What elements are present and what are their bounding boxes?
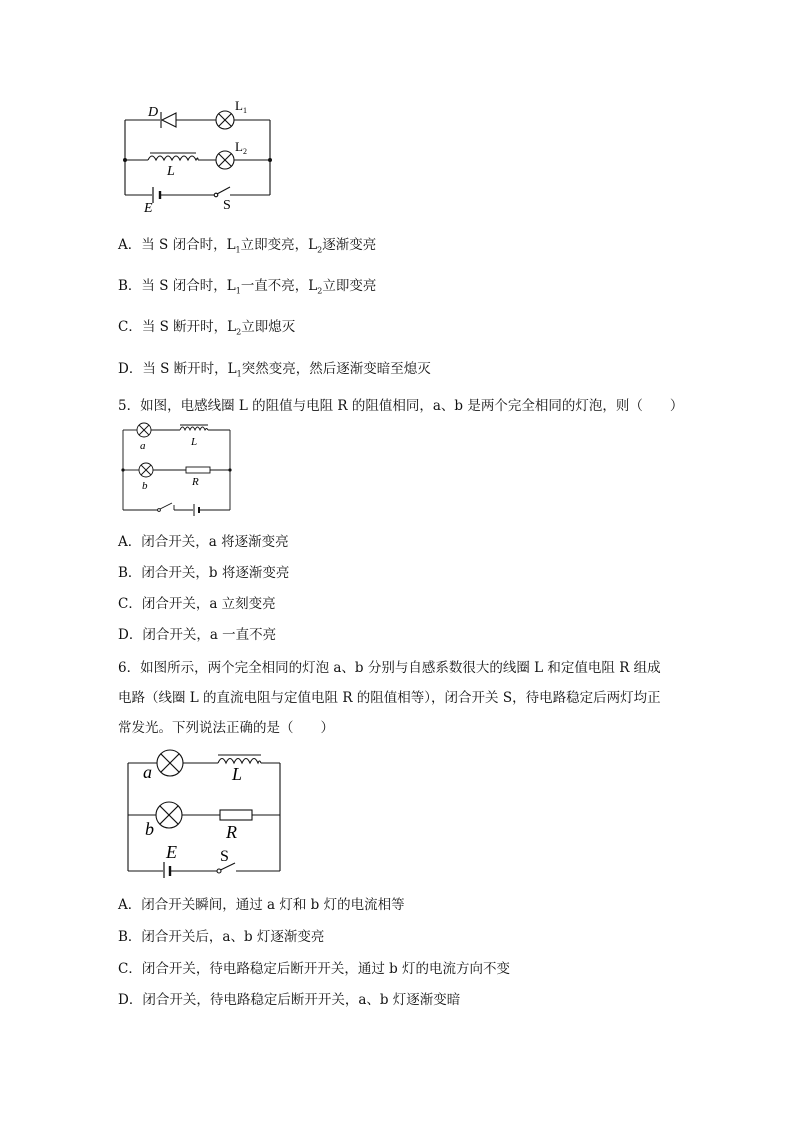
inductor-symbol <box>148 153 198 160</box>
lamp-l1-symbol <box>216 111 234 129</box>
q5-stem: 5．如图，电感线圈 L 的阻值与电阻 R 的阻值相同，a、b 是两个完全相同的灯泡，则（ ） <box>118 398 684 414</box>
label-e: E <box>166 842 177 862</box>
label-e: E <box>144 201 153 216</box>
inductor-symbol <box>180 425 208 430</box>
q6-circuit-diagram <box>118 748 293 878</box>
q6-option-b: B．闭合开关后，a、b 灯逐渐变亮 <box>118 929 325 945</box>
resistor-symbol <box>186 467 210 473</box>
battery-symbol <box>153 187 160 203</box>
label-l1: $L_1$ <box>235 98 247 115</box>
label-l: L <box>232 764 243 784</box>
q6-option-a: A．闭合开关瞬间，通过 a 灯和 b 灯的电流相等 <box>118 897 405 913</box>
battery-symbol <box>194 504 199 516</box>
battery-symbol <box>164 862 170 878</box>
q6-option-c: C．闭合开关，待电路稳定后断开开关，通过 b 灯的电流方向不变 <box>118 961 511 977</box>
label-b: b <box>142 480 148 492</box>
lamp-l2-symbol <box>216 151 234 169</box>
label-l: L <box>191 436 198 448</box>
switch-symbol <box>158 503 172 511</box>
diode-symbol <box>161 112 176 128</box>
q4-option-d: D．当 S 断开时，$L_1$突然变亮，然后逐渐变暗至熄灭 <box>118 361 431 379</box>
q4-circuit-diagram <box>118 98 308 218</box>
label-r: R <box>226 822 237 842</box>
lamp-a-symbol <box>137 423 151 437</box>
label-b: b <box>145 819 154 839</box>
q5-circuit-diagram <box>118 418 238 518</box>
label-s: S <box>223 198 231 213</box>
label-l2: $L_2$ <box>235 139 247 156</box>
q5-option-d: D．闭合开关，a 一直不亮 <box>118 627 277 643</box>
inductor-symbol <box>218 755 261 763</box>
resistor-symbol <box>220 810 252 820</box>
lamp-b-symbol <box>139 463 153 477</box>
q6-stem-line-3: 常发光。下列说法正确的是（ ） <box>118 720 334 736</box>
q6-stem-line-2: 电路（线圈 L 的直流电阻与定值电阻 R 的阻值相等），闭合开关 S，待电路稳定后两灯均正 <box>118 690 661 706</box>
label-r: R <box>192 476 199 488</box>
label-a: a <box>143 762 152 782</box>
q6-option-d: D．闭合开关，待电路稳定后断开开关，a、b 灯逐渐变暗 <box>118 992 461 1008</box>
q4-option-c: C．当 S 断开时，$L_2$立即熄灭 <box>118 319 296 337</box>
q5-option-c: C．闭合开关，a 立刻变亮 <box>118 596 276 612</box>
label-a: a <box>140 440 146 452</box>
lamp-a-symbol <box>157 750 183 776</box>
lamp-b-symbol <box>156 802 182 828</box>
switch-symbol <box>214 187 230 197</box>
label-inductor-l: L <box>167 164 175 179</box>
q6-stem-line-1: 6．如图所示，两个完全相同的灯泡 a、b 分别与自感系数很大的线圈 L 和定值电阻 R 组成 <box>118 660 661 676</box>
q4-option-a: A．当 S 闭合时，$L_1$立即变亮，$L_2$逐渐变亮 <box>118 237 377 255</box>
q5-option-b: B．闭合开关，b 将逐渐变亮 <box>118 565 290 581</box>
q4-option-b: B．当 S 闭合时，$L_1$一直不亮，$L_2$立即变亮 <box>118 278 377 296</box>
label-s: S <box>220 848 229 865</box>
q5-option-a: A．闭合开关，a 将逐渐变亮 <box>118 534 289 550</box>
label-d: D <box>148 105 159 120</box>
